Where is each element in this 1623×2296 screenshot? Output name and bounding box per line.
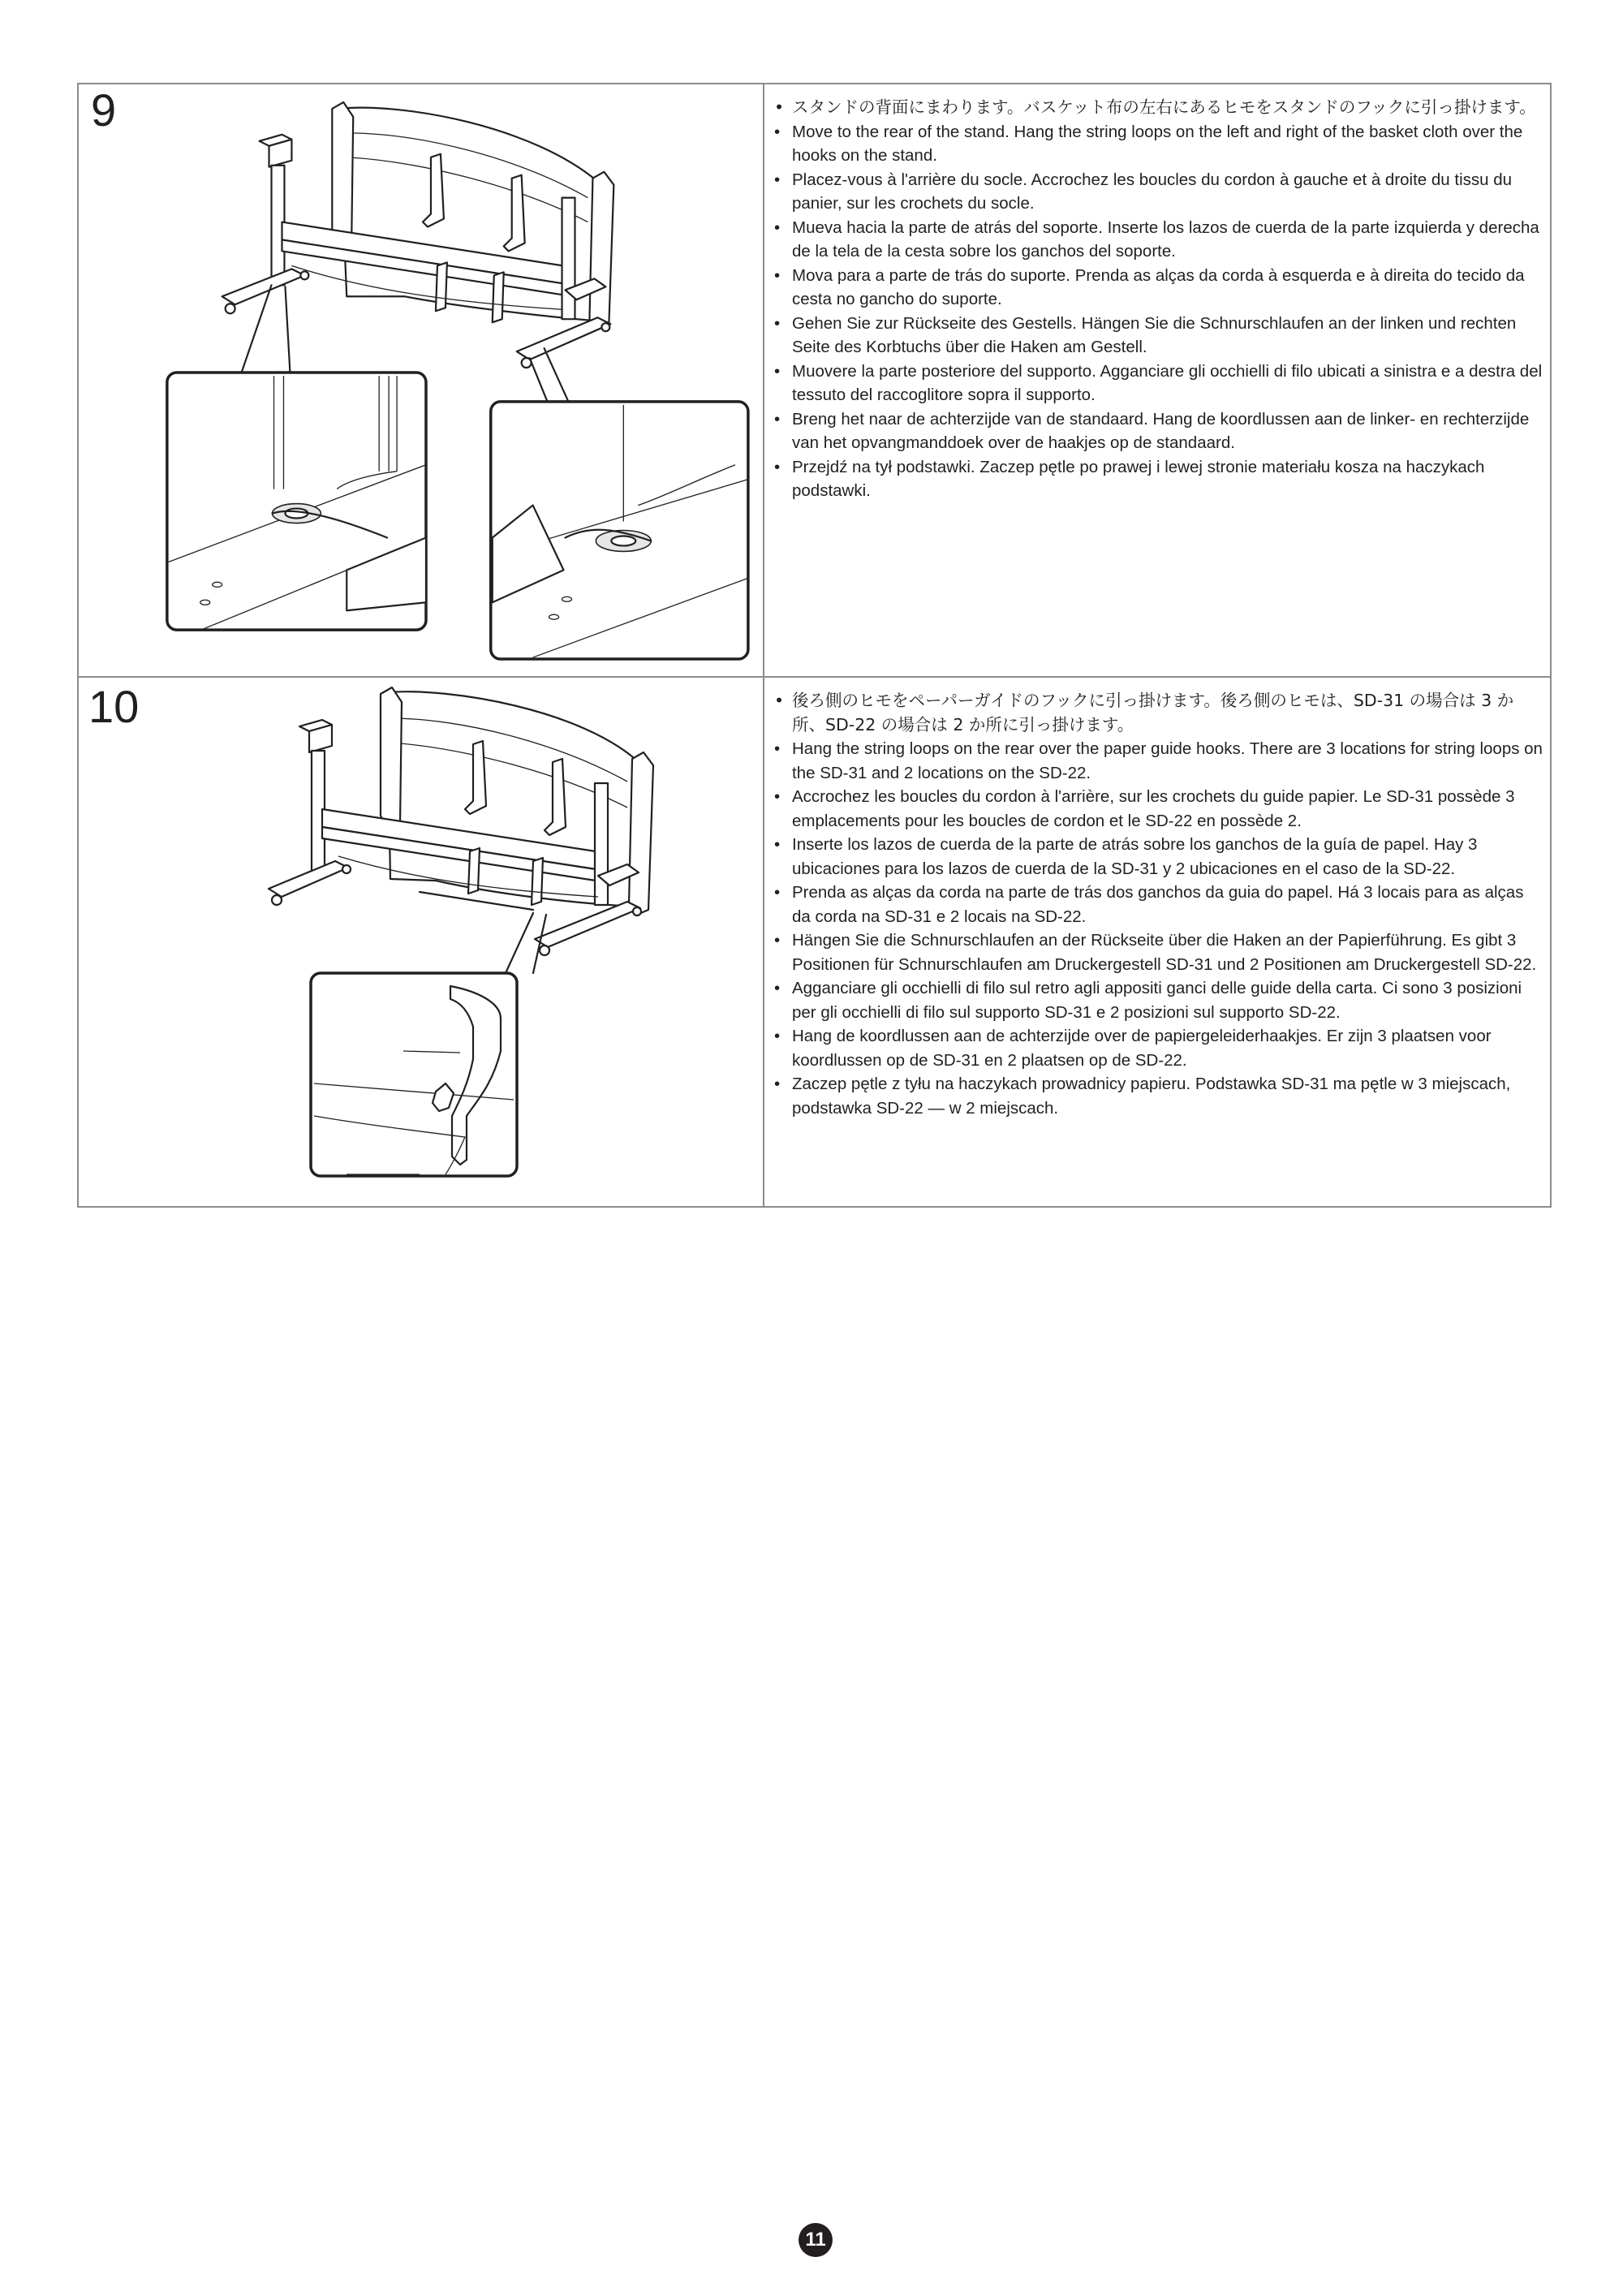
instruction-pl: • Przejdź na tył podstawki. Zaczep pętle po prawej i lewej stronie materiału kosza na haczykach podstawki. <box>773 455 1543 503</box>
step-9-instructions <box>773 96 1543 503</box>
steps-table <box>77 83 1552 1208</box>
step-9-row <box>79 84 1550 678</box>
zoom-detail-right <box>491 402 748 659</box>
zoom-detail-left <box>167 373 426 630</box>
instruction-nl: • Hang de koordlussen aan de achterzijde over de papiergeleiderhaakjes. Er zijn 3 plaatsen voor koordlussen op de SD-31 en 2 plaatsen op de SD-22. <box>773 1024 1543 1072</box>
instruction-es: • Inserte los lazos de cuerda de la parte de atrás sobre los ganchos de la guía de papel. Hay 3 ubicaciones para los lazos de cuerda de la SD-31 y 2 ubicaciones en el caso de la SD-22. <box>773 833 1543 881</box>
column-divider <box>763 84 764 676</box>
instruction-pl: • Zaczep pętle z tyłu na haczykach prowadnicy papieru. Podstawka SD-31 ma pętle w 3 miejscach, podstawka SD-22 — w 2 miejscach. <box>773 1072 1543 1120</box>
instruction-de: • Hängen Sie die Schnurschlaufen an der Rückseite über die Haken an der Papierführung. Es gibt 3 Positionen für Schnurschlaufen am Druckergestell SD-31 und 2 Positionen am Druckergestell SD-22. <box>773 928 1543 976</box>
instruction-de: • Gehen Sie zur Rückseite des Gestells. Hängen Sie die Schnurschlaufen an der linken und rechten Seite des Korbtuchs über die Haken am Gestell. <box>773 312 1543 360</box>
instruction-it: • Muovere la parte posteriore del supporto. Agganciare gli occhielli di filo ubicati a sinistra e a destra del tessuto del raccoglitore sopra il supporto. <box>773 360 1543 407</box>
instruction-fr: • Placez-vous à l'arrière du socle. Accrochez les boucles du cordon à gauche et à droite du tissu du panier, sur les crochets du socle. <box>773 168 1543 216</box>
step-10-illustration <box>79 678 763 1208</box>
instruction-ja: • 後ろ側のヒモをペーパーガイドのフックに引っ掛けます。後ろ側のヒモは、SD-31 の場合は 3 か所、SD-22 の場合は 2 か所に引っ掛けます。 <box>773 689 1543 737</box>
instruction-it: • Agganciare gli occhielli di filo sul retro agli appositi ganci delle guide della carta. Ci sono 3 posizioni per gli occhielli di filo sul supporto SD-31 e 2 posizioni sul supporto SD-22. <box>773 976 1543 1024</box>
instruction-pt: • Mova para a parte de trás do suporte. Prenda as alças da corda à esquerda e à direita do tecido da cesta no gancho do suporte. <box>773 264 1543 312</box>
instruction-es: • Mueva hacia la parte de atrás del soporte. Inserte los lazos de cuerda de la parte izquierda y derecha de la tela de la cesta sobre los ganchos del soporte. <box>773 216 1543 264</box>
step-10-instructions <box>773 689 1543 1120</box>
stand-illustration <box>269 687 653 955</box>
instruction-en: • Hang the string loops on the rear over the paper guide hooks. There are 3 locations for string loops on the SD-31 and 2 locations on the SD-22. <box>773 737 1543 785</box>
step-10-row <box>79 678 1550 1208</box>
instruction-nl: • Breng het naar de achterzijde van de standaard. Hang de koordlussen aan de linker- en rechterzijde van het opvangmanddoek over de haakjes op de standaard. <box>773 407 1543 455</box>
instruction-pt: • Prenda as alças da corda na parte de trás dos ganchos da guia do papel. Há 3 locais para as alças da corda na SD-31 e 2 locais na SD-22. <box>773 881 1543 928</box>
instruction-ja: • スタンドの背面にまわります。バスケット布の左右にあるヒモをスタンドのフックに引っ掛けます。 <box>773 96 1543 120</box>
zoom-detail <box>311 973 517 1176</box>
step-number: 9 <box>91 84 117 136</box>
page-number-badge: 11 <box>799 2223 833 2257</box>
column-divider <box>763 678 764 1208</box>
step-9-illustration <box>79 84 763 676</box>
stand-illustration <box>222 102 614 368</box>
instruction-en: • Move to the rear of the stand. Hang the string loops on the left and right of the basket cloth over the hooks on the stand. <box>773 120 1543 168</box>
instruction-fr: • Accrochez les boucles du cordon à l'arrière, sur les crochets du guide papier. Le SD-31 possède 3 emplacements pour les boucles de cordon et le SD-22 en possède 2. <box>773 785 1543 833</box>
step-number: 10 <box>88 681 140 732</box>
